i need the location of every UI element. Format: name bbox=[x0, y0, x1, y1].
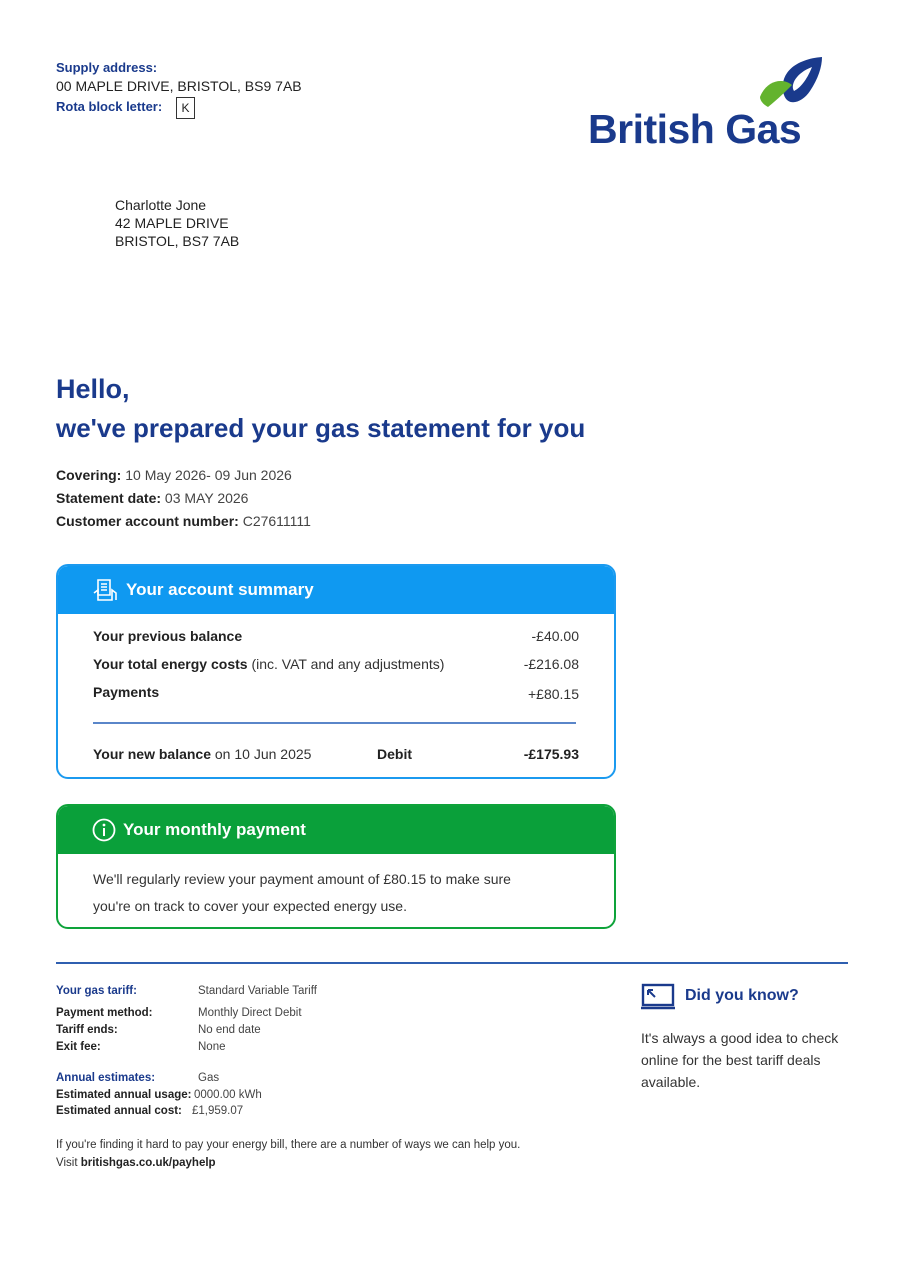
payment-help-text: If you're finding it hard to pay your energy bill, there are a number of ways we can help you. Visit britishgas.co.uk/payhelp bbox=[56, 1139, 521, 1169]
account-summary-card bbox=[56, 564, 616, 779]
exit-fee-value: None bbox=[198, 1041, 226, 1053]
new-balance-type: Debit bbox=[377, 746, 412, 762]
section-divider bbox=[56, 962, 848, 964]
payhelp-link[interactable]: britishgas.co.uk/payhelp bbox=[80, 1157, 216, 1169]
new-balance-value: -£175.93 bbox=[523, 746, 579, 762]
annual-cost-value: £1,959.07 bbox=[192, 1105, 244, 1117]
annual-usage-label: Estimated annual usage: bbox=[56, 1089, 192, 1101]
tariff-ends-label: Tariff ends: bbox=[56, 1024, 118, 1036]
customer-account-number: Customer account number: C27611111 bbox=[56, 513, 311, 529]
page-title: we've prepared your gas statement for you bbox=[56, 413, 586, 443]
monthly-payment-text: We'll regularly review your payment amount of £80.15 to make sure you're on track to cover your expected energy use. bbox=[93, 871, 511, 914]
greeting-hello: Hello, bbox=[56, 374, 130, 404]
did-you-know-title: Did you know? bbox=[685, 987, 799, 1004]
annual-estimates-value: Gas bbox=[198, 1072, 220, 1084]
did-you-know-text: It's always a good idea to check online for the best tariff deals available. bbox=[641, 1030, 839, 1090]
payment-method-value: Monthly Direct Debit bbox=[198, 1007, 302, 1019]
annual-cost-label: Estimated annual cost: bbox=[56, 1105, 182, 1117]
covering-period: Covering: 10 May 2026- 09 Jun 2026 bbox=[56, 467, 292, 483]
account-summary-header bbox=[58, 566, 614, 614]
account-summary-title: Your account summary bbox=[126, 580, 314, 599]
statement-date: Statement date: 03 MAY 2026 bbox=[56, 490, 249, 506]
british-gas-wordmark: British Gas bbox=[588, 106, 802, 152]
statement-document-icon bbox=[92, 578, 118, 602]
exit-fee-label: Exit fee: bbox=[56, 1041, 101, 1053]
rota-block-label: Rota block letter: bbox=[56, 99, 163, 114]
laptop-screen-icon bbox=[641, 983, 677, 1016]
previous-balance-row: Your previous balance -£40.00 bbox=[93, 628, 579, 644]
recipient-line1: 42 MAPLE DRIVE bbox=[115, 215, 229, 231]
payments-value: +£80.15 bbox=[528, 686, 579, 702]
tariff-value: Standard Variable Tariff bbox=[198, 985, 317, 997]
monthly-payment-header bbox=[58, 806, 614, 854]
previous-balance-value: -£40.00 bbox=[531, 628, 579, 644]
recipient-name: Charlotte Jone bbox=[115, 197, 207, 213]
energy-costs-row: Your total energy costs (inc. VAT and any adjustments) -£216.08 bbox=[93, 656, 579, 672]
tariff-ends-value: No end date bbox=[198, 1024, 261, 1036]
monthly-payment-card bbox=[56, 804, 616, 929]
energy-costs-value: -£216.08 bbox=[523, 656, 579, 672]
annual-usage-value: 0000.00 kWh bbox=[194, 1089, 262, 1101]
rota-block-letter: K bbox=[176, 97, 195, 119]
info-icon bbox=[92, 818, 116, 842]
annual-estimates-label: Annual estimates: bbox=[56, 1072, 156, 1084]
tariff-label: Your gas tariff: bbox=[56, 985, 137, 997]
supply-address-label: Supply address: bbox=[56, 60, 158, 75]
payment-method-label: Payment method: bbox=[56, 1007, 153, 1019]
recipient-line2: BRISTOL, BS7 7AB bbox=[115, 233, 240, 249]
new-balance-row: Your new balance on 10 Jun 2025 Debit -£175.93 bbox=[93, 746, 579, 762]
supply-address: 00 MAPLE DRIVE, BRISTOL, BS9 7AB bbox=[56, 78, 302, 94]
payments-row: Payments +£80.15 bbox=[93, 684, 579, 702]
summary-divider bbox=[93, 722, 576, 724]
recipient-address bbox=[115, 196, 239, 250]
monthly-payment-title: Your monthly payment bbox=[123, 820, 306, 839]
